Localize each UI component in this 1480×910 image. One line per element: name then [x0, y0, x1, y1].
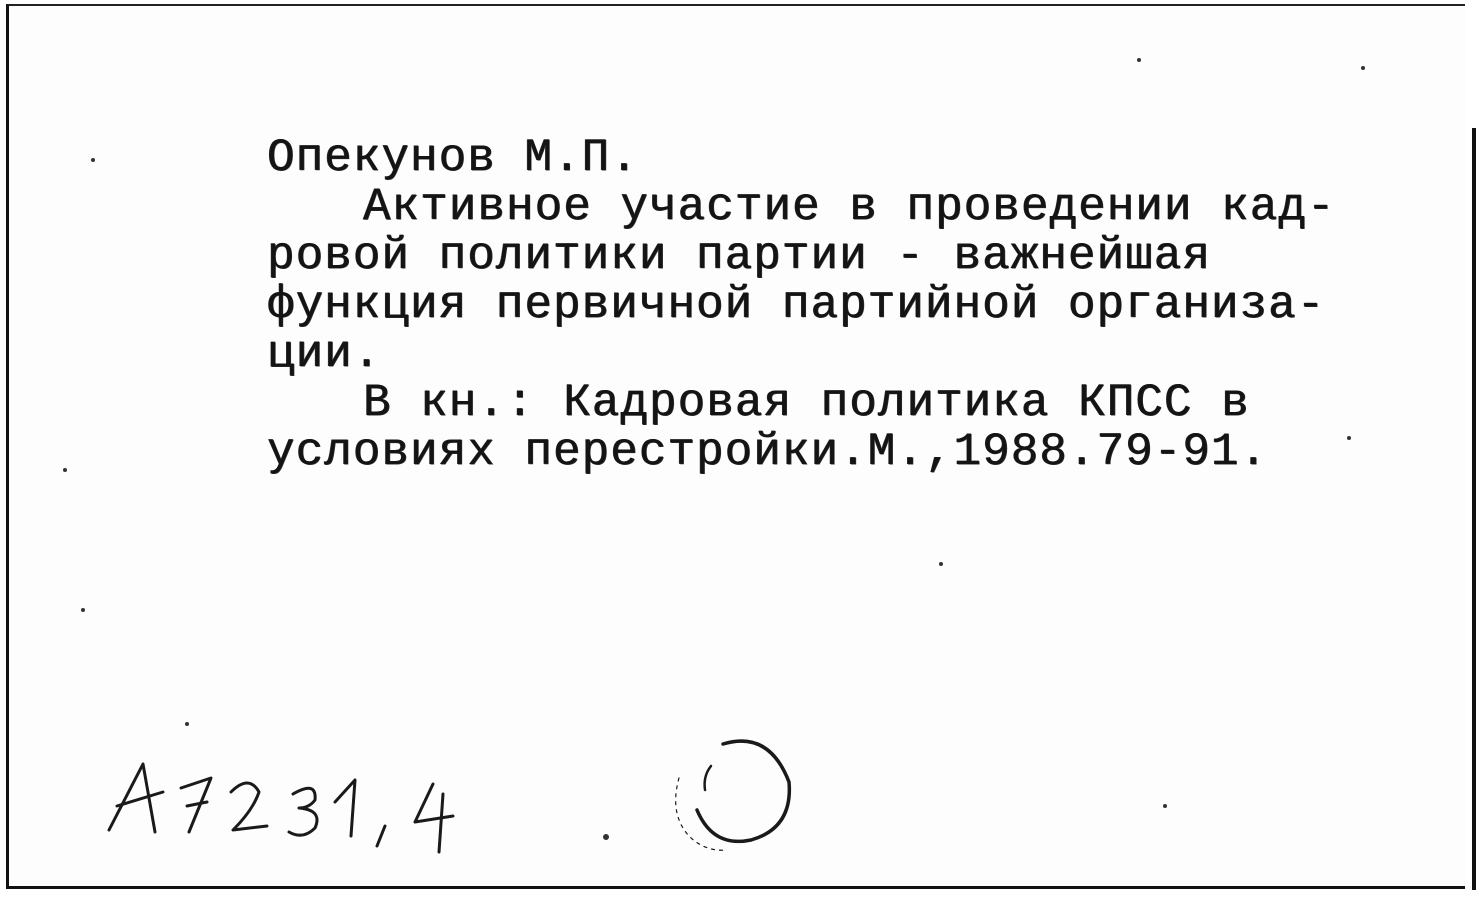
dust-speck [939, 562, 943, 566]
dust-speck [81, 608, 85, 612]
catalog-card [6, 4, 1465, 889]
dust-speck [603, 834, 609, 840]
card-title-line-1: Активное участие в проведении кад- [363, 181, 1336, 233]
dust-speck [63, 468, 67, 472]
dust-speck [91, 158, 95, 162]
card-title-line-4: ции. [267, 328, 382, 380]
handwritten-inventory-number [103, 748, 483, 858]
dust-speck [1347, 436, 1351, 440]
card-text [267, 134, 1397, 477]
card-title-line-3: функция первичной партийной организа- [267, 279, 1326, 331]
card-source-line-2: условиях перестройки.М.,1988.79-91. [267, 426, 1269, 478]
card-author: Опекунов М.П. [267, 132, 639, 184]
card-right-edge [1472, 128, 1476, 890]
dust-speck [1137, 58, 1141, 62]
dust-speck [1361, 66, 1365, 70]
card-title-line-2: ровой политики партии - важнейшая [267, 230, 1211, 282]
card-source-line-1: В кн.: Кадровая политика КПСС в [363, 377, 1250, 429]
dust-speck [1163, 804, 1167, 808]
dust-speck [185, 722, 189, 726]
stamp-circle-icon [659, 718, 809, 868]
